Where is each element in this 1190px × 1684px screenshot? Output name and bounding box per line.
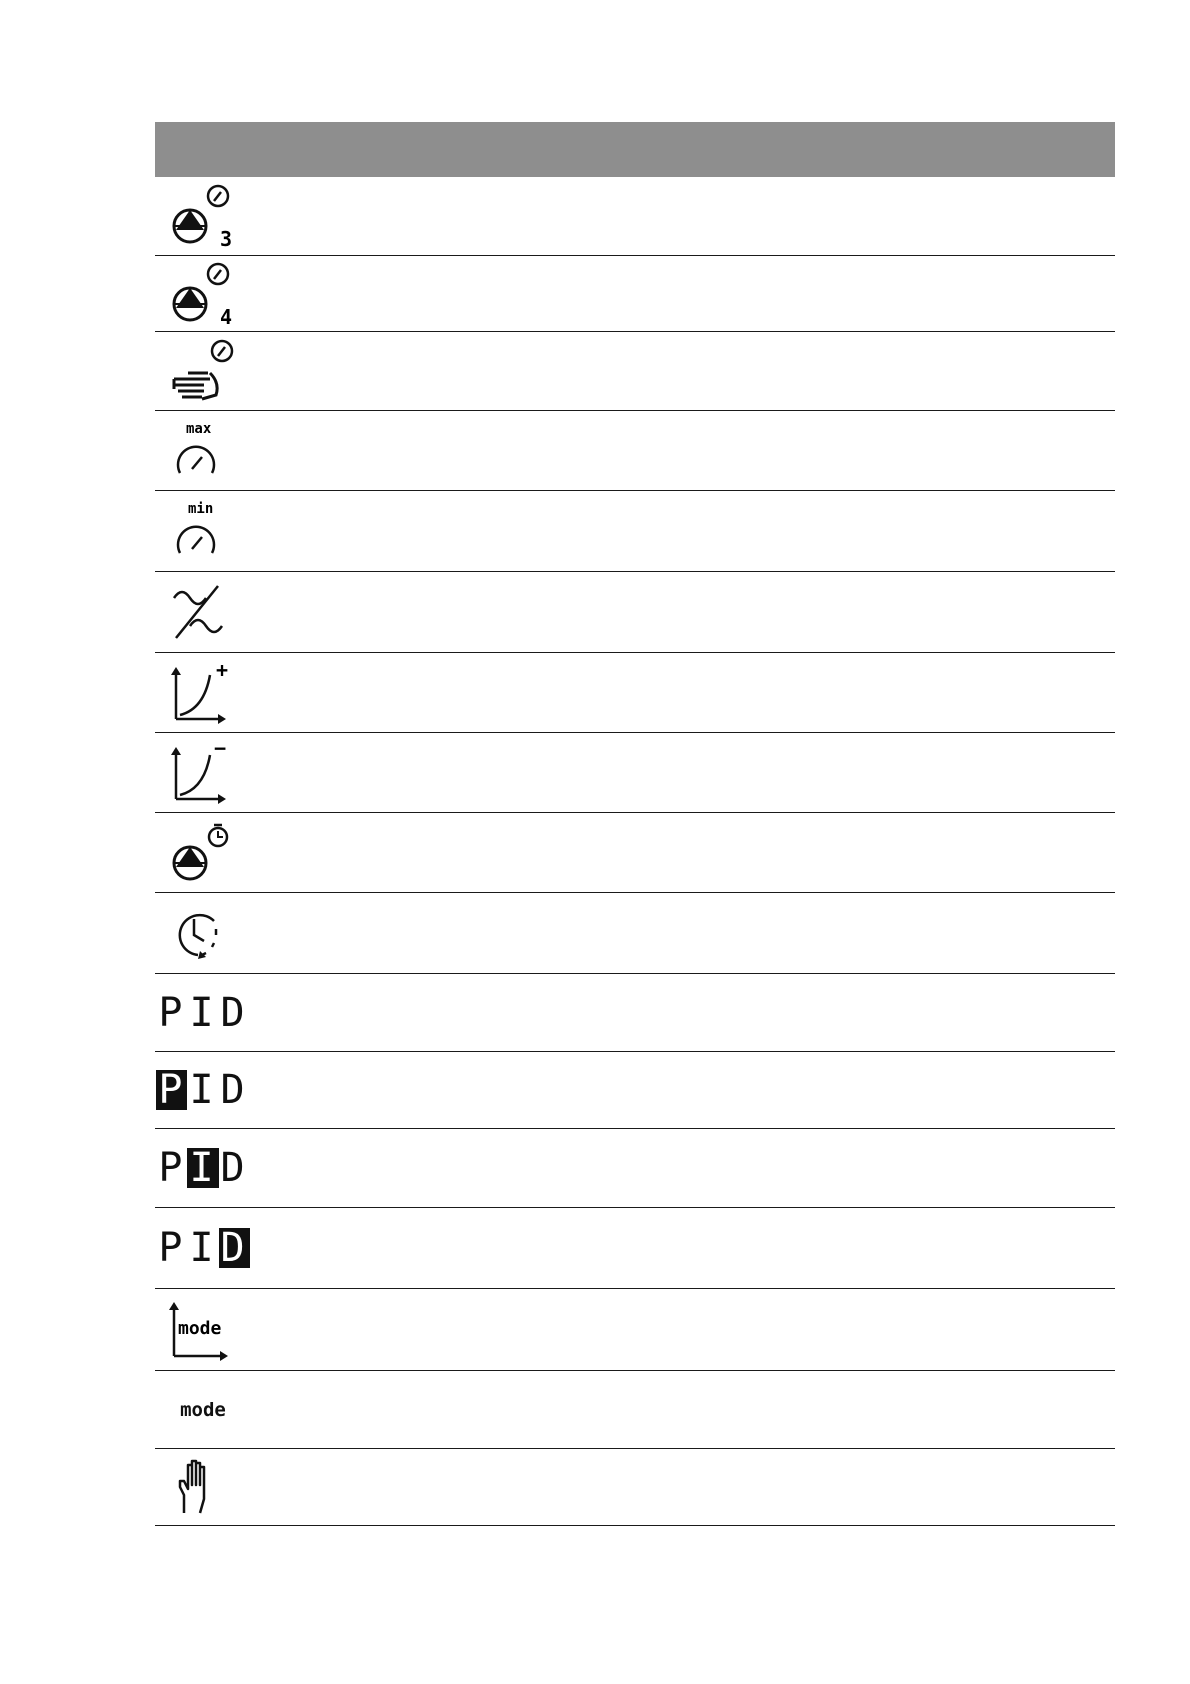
pump-timer-icon — [163, 813, 243, 892]
symbol-table — [155, 122, 1115, 1526]
table-row — [155, 1208, 1115, 1289]
curve-minus-icon — [163, 733, 243, 812]
table-row — [155, 572, 1115, 653]
table-row — [155, 1449, 1115, 1526]
min-speed-icon — [163, 491, 243, 571]
speed-label: 4 — [220, 304, 233, 329]
table-row — [155, 332, 1115, 411]
mode-icon — [163, 1371, 243, 1448]
crossed-waves-icon — [163, 572, 243, 652]
pid-d-highlight-icon: P I D — [158, 1225, 248, 1271]
table-header — [155, 122, 1115, 177]
max-label: max — [186, 420, 212, 437]
table-row — [155, 411, 1115, 491]
table-row — [155, 256, 1115, 332]
pump-speed-4-icon — [163, 256, 243, 331]
pid-p-highlight-icon: P I D — [158, 1067, 248, 1113]
mode-label: mode — [178, 1317, 222, 1339]
mode-label: mode — [180, 1398, 226, 1421]
table-row — [155, 893, 1115, 974]
table-row — [155, 1052, 1115, 1129]
table-row — [155, 733, 1115, 813]
table-row — [155, 653, 1115, 733]
mode-chart-icon — [163, 1289, 243, 1370]
plus-label: + — [216, 657, 229, 682]
speed-label: 3 — [220, 227, 233, 251]
table-row — [155, 491, 1115, 572]
clock-icon — [163, 893, 243, 973]
table-row — [155, 177, 1115, 256]
table-row — [155, 813, 1115, 893]
minus-label: − — [214, 735, 227, 760]
max-speed-icon — [163, 411, 243, 490]
min-label: min — [188, 501, 214, 517]
table-row — [155, 1129, 1115, 1208]
table-row — [155, 1371, 1115, 1449]
table-row — [155, 974, 1115, 1052]
pid-i-highlight-icon: P I D — [158, 1145, 248, 1191]
hand-icon — [163, 1449, 243, 1525]
pump-speed-3-icon — [163, 177, 243, 255]
manual-speed-icon — [163, 332, 243, 410]
pid-icon: P I D — [158, 989, 248, 1036]
table-row — [155, 1289, 1115, 1371]
curve-plus-icon — [163, 653, 243, 732]
